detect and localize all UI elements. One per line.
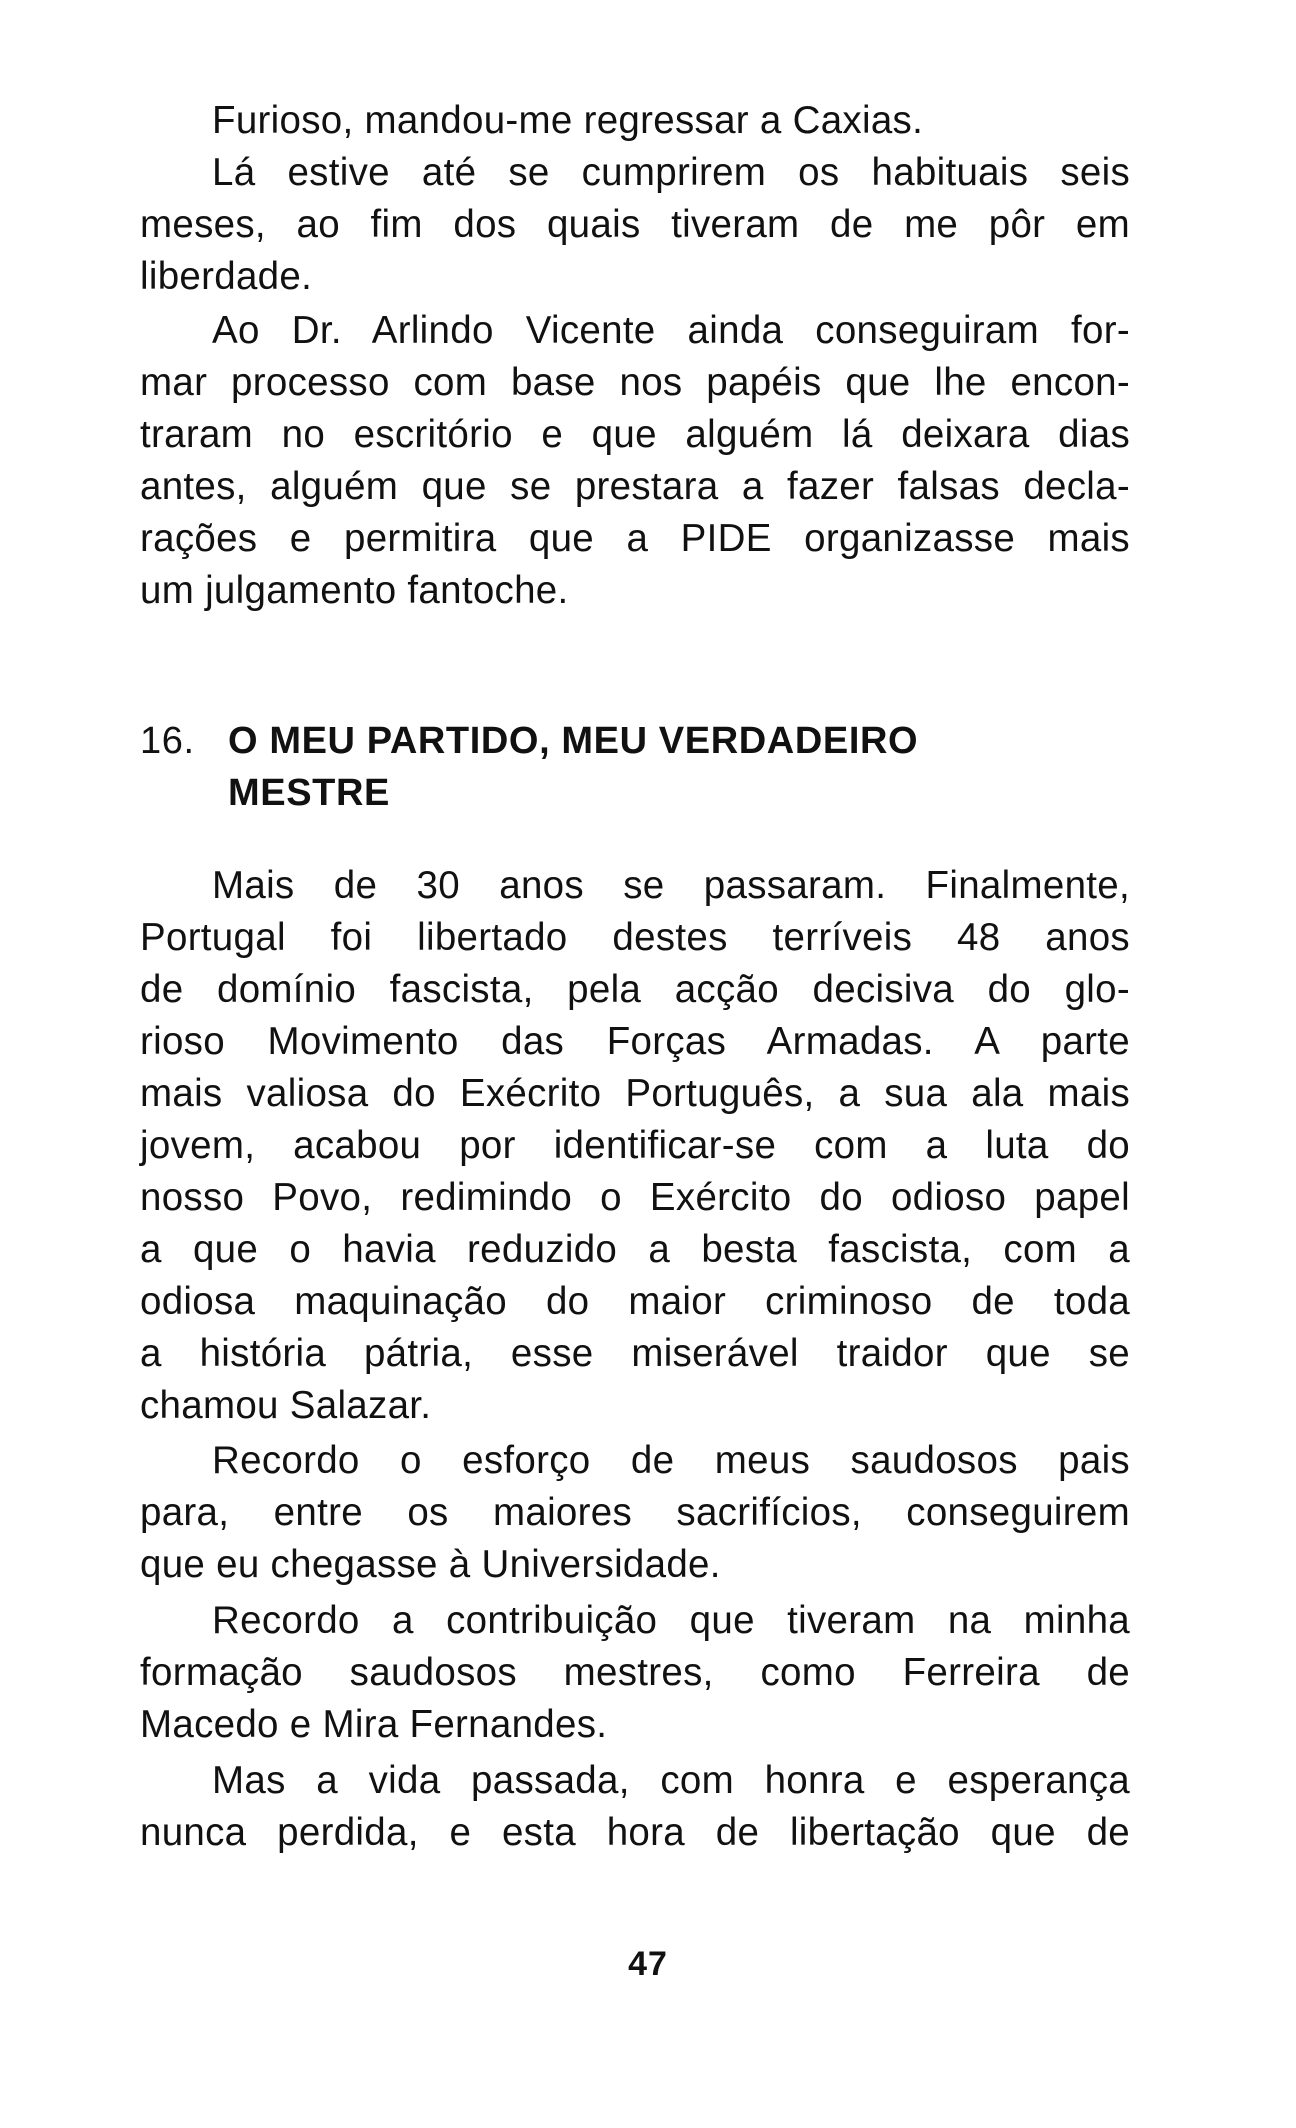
text-line: rações e permitira que a PIDE organizasse mais <box>140 517 1130 560</box>
text-line: formação saudosos mestres, como Ferreira de <box>140 1651 1130 1694</box>
text-line: Recordo a contribuição que tiveram na minha <box>212 1599 1130 1642</box>
text-line: antes, alguém que se prestara a fazer falsas decla- <box>140 465 1130 508</box>
text-line: nosso Povo, redimindo o Exército do odioso papel <box>140 1176 1130 1219</box>
page-number: 47 <box>628 1945 668 1983</box>
section-heading-line-1 <box>140 715 1130 767</box>
text-line: um julgamento fantoche. <box>140 569 569 612</box>
text-line: para, entre os maiores sacrifícios, conseguirem <box>140 1491 1130 1534</box>
section-title: O MEU PARTIDO, MEU VERDADEIRO <box>228 720 919 762</box>
paragraph-5 <box>140 1435 1130 1591</box>
text-line: mar processo com base nos papéis que lhe encon- <box>140 361 1130 404</box>
text-line: Lá estive até se cumprirem os habituais seis <box>212 151 1130 194</box>
section-heading <box>140 715 1130 819</box>
text-line: Mas a vida passada, com honra e esperança <box>212 1759 1130 1802</box>
text-line: que eu chegasse à Universidade. <box>140 1543 721 1586</box>
paragraph-7 <box>140 1755 1130 1859</box>
paragraph-6 <box>140 1595 1130 1751</box>
text-line: de domínio fascista, pela acção decisiva do glo- <box>140 968 1130 1011</box>
text-line: chamou Salazar. <box>140 1384 432 1427</box>
section-number: 16. <box>140 720 195 762</box>
text-line: meses, ao fim dos quais tiveram de me pôr em <box>140 203 1130 246</box>
paragraph-3 <box>140 305 1130 617</box>
text-line: Furioso, mandou-me regressar a Caxias. <box>212 99 924 142</box>
section-heading-line-2: MESTRE <box>228 772 390 814</box>
text-line: Ao Dr. Arlindo Vicente ainda conseguiram for- <box>212 309 1130 352</box>
text-line: Macedo e Mira Fernandes. <box>140 1703 608 1746</box>
text-line: a que o havia reduzido a besta fascista, com a <box>140 1228 1130 1271</box>
paragraph-4 <box>140 860 1130 1432</box>
text-line: Mais de 30 anos se passaram. Finalmente, <box>212 864 1130 907</box>
text-line: traram no escritório e que alguém lá deixara dias <box>140 413 1130 456</box>
text-line: odiosa maquinação do maior criminoso de toda <box>140 1280 1130 1323</box>
paragraph-1 <box>140 95 1130 147</box>
text-line: jovem, acabou por identificar-se com a luta do <box>140 1124 1130 1167</box>
text-line: liberdade. <box>140 255 313 298</box>
text-line: nunca perdida, e esta hora de libertação que de <box>140 1811 1130 1854</box>
text-line: a história pátria, esse miserável traidor que se <box>140 1332 1130 1375</box>
paragraph-2 <box>140 147 1130 303</box>
text-line: rioso Movimento das Forças Armadas. A parte <box>140 1020 1130 1063</box>
text-line: Recordo o esforço de meus saudosos pais <box>212 1439 1130 1482</box>
text-line: mais valiosa do Exécrito Português, a sua ala mais <box>140 1072 1130 1115</box>
text-line: Portugal foi libertado destes terríveis 48 anos <box>140 916 1130 959</box>
